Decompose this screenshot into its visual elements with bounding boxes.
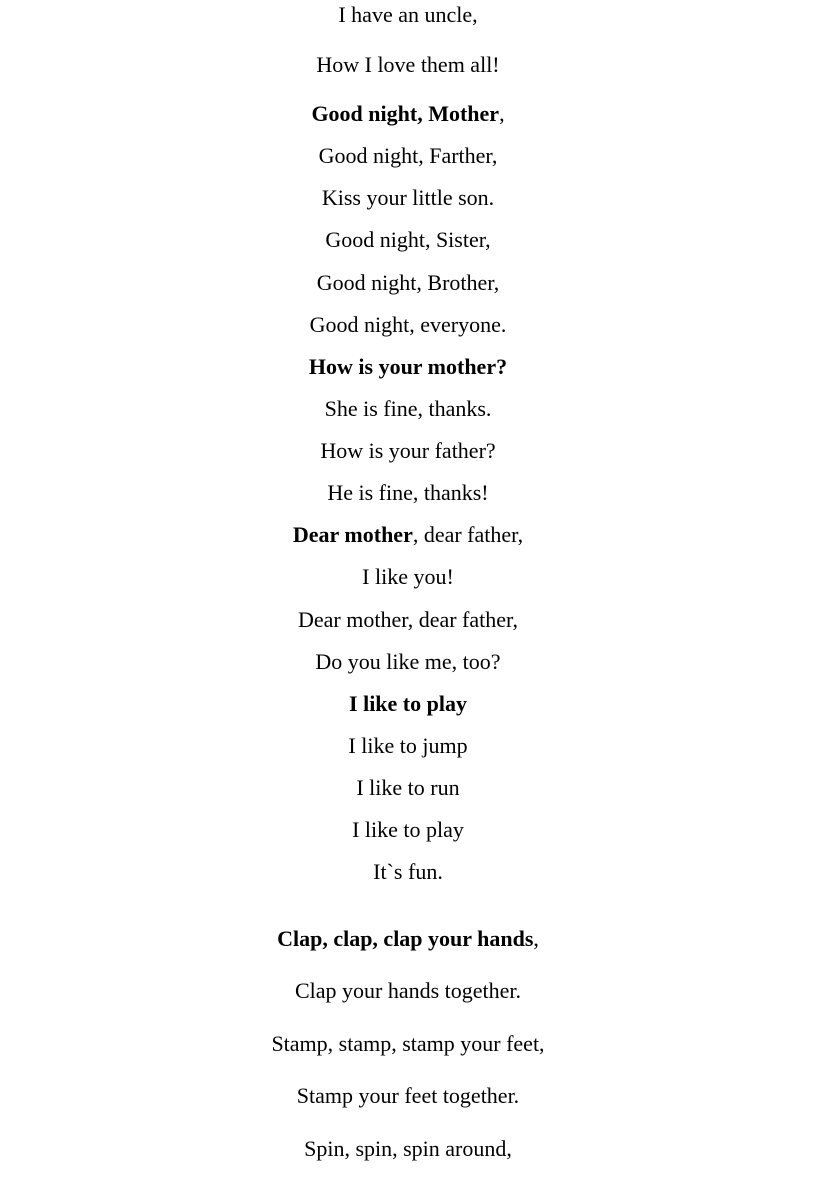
poem-line: She is fine, thanks.: [324, 396, 492, 421]
poem-title-good-night: [0, 100, 816, 128]
poem-title-text: Dear mother: [292, 522, 413, 547]
poem-line: I like to jump: [348, 733, 468, 758]
poem-line: How is your father?: [320, 438, 496, 463]
poem-title-punctuation: ,: [499, 101, 505, 126]
poem-line: How I love them all!: [316, 52, 500, 77]
poem-line: Spin, spin, spin around,: [304, 1136, 512, 1161]
poem-title-how-is-your-mother: How is your mother?: [308, 354, 508, 379]
poem-line: I like to play: [352, 817, 464, 842]
poem-line: Good night, Sister,: [325, 227, 491, 252]
poem-line: I have an uncle,: [338, 2, 478, 27]
poem-line: Good night, Farther,: [318, 143, 498, 168]
poem-title-text: Clap, clap, clap your hands: [277, 926, 534, 951]
poem-title-dear-mother: [0, 521, 816, 549]
poem-title-punctuation: ,: [533, 926, 539, 951]
poem-line: Dear mother, dear father,: [298, 607, 518, 632]
poem-line: I like to run: [356, 775, 460, 800]
poem-line: Good night, Brother,: [316, 270, 500, 295]
poem-title-i-like-to-play: I like to play: [349, 691, 467, 716]
poem-line: Stamp, stamp, stamp your feet,: [271, 1031, 545, 1056]
poem-line: Clap your hands together.: [294, 978, 522, 1003]
poem-title-text: Good night, Mother: [311, 101, 500, 126]
poem-title-clap-your-hands: [0, 925, 816, 953]
poem-line: Stamp your feet together.: [296, 1083, 520, 1108]
poem-line: It`s fun.: [373, 859, 443, 884]
poem-line: Kiss your little son.: [321, 185, 495, 210]
poem-line: I like you!: [362, 564, 454, 589]
poem-line: He is fine, thanks!: [327, 480, 489, 505]
poem-title-rest: , dear father,: [412, 522, 524, 547]
poem-line: Do you like me, too?: [315, 649, 501, 674]
poem-line: Good night, everyone.: [309, 312, 507, 337]
